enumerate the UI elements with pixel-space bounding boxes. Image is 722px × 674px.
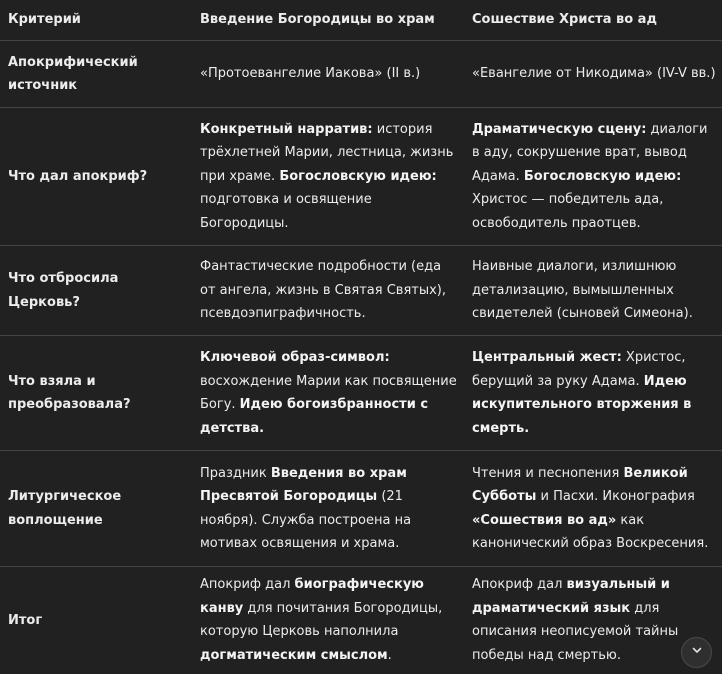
- text: Фантастические подробности (еда от ангела, жизнь в Святая Святых), псевдоэпиграфичность.: [200, 259, 446, 322]
- bold-text: Великой Субботы: [472, 465, 688, 504]
- text: «Евангелие от Никодима» (IV-V вв.): [472, 66, 716, 82]
- descent-cell: [464, 451, 722, 567]
- table-row: [0, 41, 722, 108]
- text: восхождение Марии как посвящение Богу.: [200, 373, 457, 412]
- header-entry: Введение Богородицы во храм: [192, 0, 464, 41]
- bold-text: биографическую канву: [200, 577, 424, 616]
- text: история трёхлетней Марии, лестница, жизнь при храме.: [200, 121, 454, 184]
- table-row: [0, 567, 722, 674]
- criterion-cell: Что взяла и преобразовала?: [0, 336, 192, 451]
- text: диалоги в аду, сокрушение врат, вывод Адама.: [472, 121, 708, 184]
- table-row: [0, 246, 722, 336]
- bold-text: Центральный жест:: [472, 350, 622, 365]
- criterion-cell: Итог: [8, 612, 43, 628]
- scroll-down-button[interactable]: [681, 637, 712, 668]
- bold-text: Конкретный нарратив:: [200, 121, 373, 137]
- criterion-cell: Апокрифический источник: [0, 41, 192, 108]
- text: подготовка и освящение Богородицы.: [200, 192, 372, 231]
- text: для описания неописуемой тайны победы над смертью.: [472, 600, 679, 663]
- bold-text: Богословскую идею:: [279, 168, 437, 184]
- bold-text: Ключевой образ-символ:: [200, 350, 390, 365]
- text: Наивные диалоги, излишнюю детализацию, вымышленных свидетелей (сыновей Симеона).: [472, 259, 693, 322]
- text: Апокриф дал: [472, 577, 567, 593]
- bold-text: Богословскую идею:: [523, 168, 682, 184]
- text: Христос, берущий за руку Адама.: [472, 350, 686, 389]
- table-row: [0, 336, 722, 451]
- text: Апокриф дал: [200, 577, 295, 593]
- chevron-down-icon: [691, 641, 703, 665]
- bold-text: визуальный и драматический язык: [472, 577, 670, 616]
- text: для почитания Богородицы, которую Церковь наполнила: [200, 600, 443, 640]
- text: и Пасхи. Иконография: [536, 489, 695, 504]
- bold-text: Драматическую сцену:: [472, 121, 647, 137]
- text: .: [387, 647, 392, 663]
- entry-cell: [192, 336, 464, 451]
- bold-text: догматическим смыслом: [200, 647, 388, 663]
- criterion-cell: Что отбросила Церковь?: [0, 246, 192, 336]
- bold-text: Идею богоизбранности с детства.: [200, 397, 429, 436]
- table-row: [0, 451, 722, 567]
- descent-cell: [464, 108, 722, 246]
- entry-cell: [192, 246, 464, 336]
- text: Праздник: [200, 465, 271, 481]
- table-row: [0, 108, 722, 246]
- bold-text: Идею искупительного вторжения в смерть.: [472, 373, 692, 436]
- bold-text: «Сошествия во ад»: [472, 512, 617, 528]
- header-criterion: Критерий: [0, 0, 192, 41]
- text: Чтения и песнопения: [472, 465, 624, 481]
- descent-cell: [464, 336, 722, 451]
- entry-cell: [192, 108, 464, 246]
- text: Христос — победитель ада, освободитель праотцев.: [472, 192, 664, 231]
- header-descent: Сошествие Христа во ад: [464, 0, 722, 41]
- text: как канонический образ Воскресения.: [472, 512, 709, 551]
- bold-text: Введения во храм Пресвятой Богородицы: [200, 465, 407, 504]
- text: (21 ноября). Служба построена на мотивах освящения и храма.: [200, 489, 412, 551]
- criterion-cell: Что дал апокриф?: [0, 108, 192, 246]
- descent-cell: [464, 41, 722, 108]
- entry-cell: [192, 41, 464, 108]
- criterion-cell: Литургическое воплощение: [0, 451, 192, 567]
- descent-cell: [464, 246, 722, 336]
- entry-cell: [192, 567, 464, 674]
- table-header-row: [0, 0, 722, 41]
- text: «Протоевангелие Иакова» (II в.): [200, 66, 421, 82]
- entry-cell: [192, 451, 464, 567]
